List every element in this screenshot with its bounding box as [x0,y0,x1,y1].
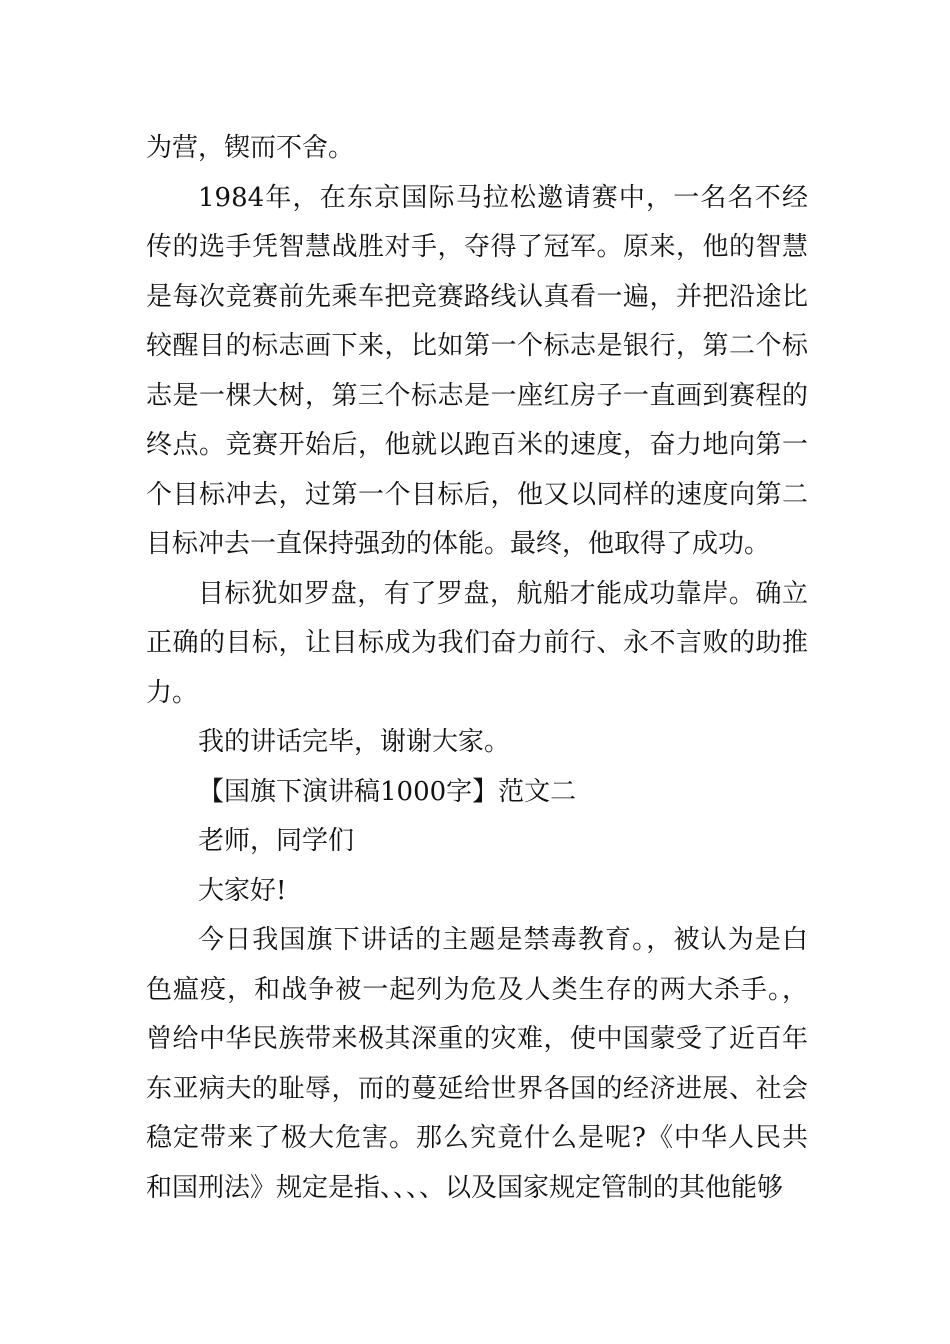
section-heading: 【国旗下演讲稿1000字】范文二 [198,776,577,807]
salutation: 老师，同学们 [198,826,355,856]
paragraph-marathon-story: 1984年，在东京国际马拉松邀请赛中，一名名不经传的选手凭智慧战胜对手，夺得了冠军。原来，他的智慧是每次竞赛前先乘车把竞赛路线认真看一遍，并把沿途比较醒目的标志画下来，比如第一个标志是银行，第二个标志是一棵大树，第三个标志是一座红房子一直画到赛程的终点。竞赛开始后，他就以跑百米的速度，奋力地向第一个目标冲去，过第一个目标后，他又以同样的速度向第二目标冲去一直保持强劲的体能。最终，他取得了成功。 [146,182,808,559]
paragraph-drug-education: 今日我国旗下讲话的主题是禁毒教育。，被认为是白色瘟疫，和战争被一起列为危及人类生存的两大杀手。，曾给中华民族带来极其深重的灾难，使中国蒙受了近百年东亚病夫的耻辱，而的蔓延给世界各国的经济进展、社会稳定带来了极大危害。那么究竟什么是呢?《中华人民共和国刑法》规定是指、、、、以及国家规定管制的其他能够 [146,925,808,1203]
paragraph-continuation: 为营，锲而不舍。 [146,133,355,163]
document-body [146,124,808,1213]
paragraph-compass-metaphor: 目标犹如罗盘，有了罗盘，航船才能成功靠岸。确立正确的目标，让目标成为我们奋力前行、永不言败的助推力。 [146,578,808,708]
greeting: 大家好! [198,875,287,906]
paragraph-closing: 我的讲话完毕，谢谢大家。 [198,727,511,757]
